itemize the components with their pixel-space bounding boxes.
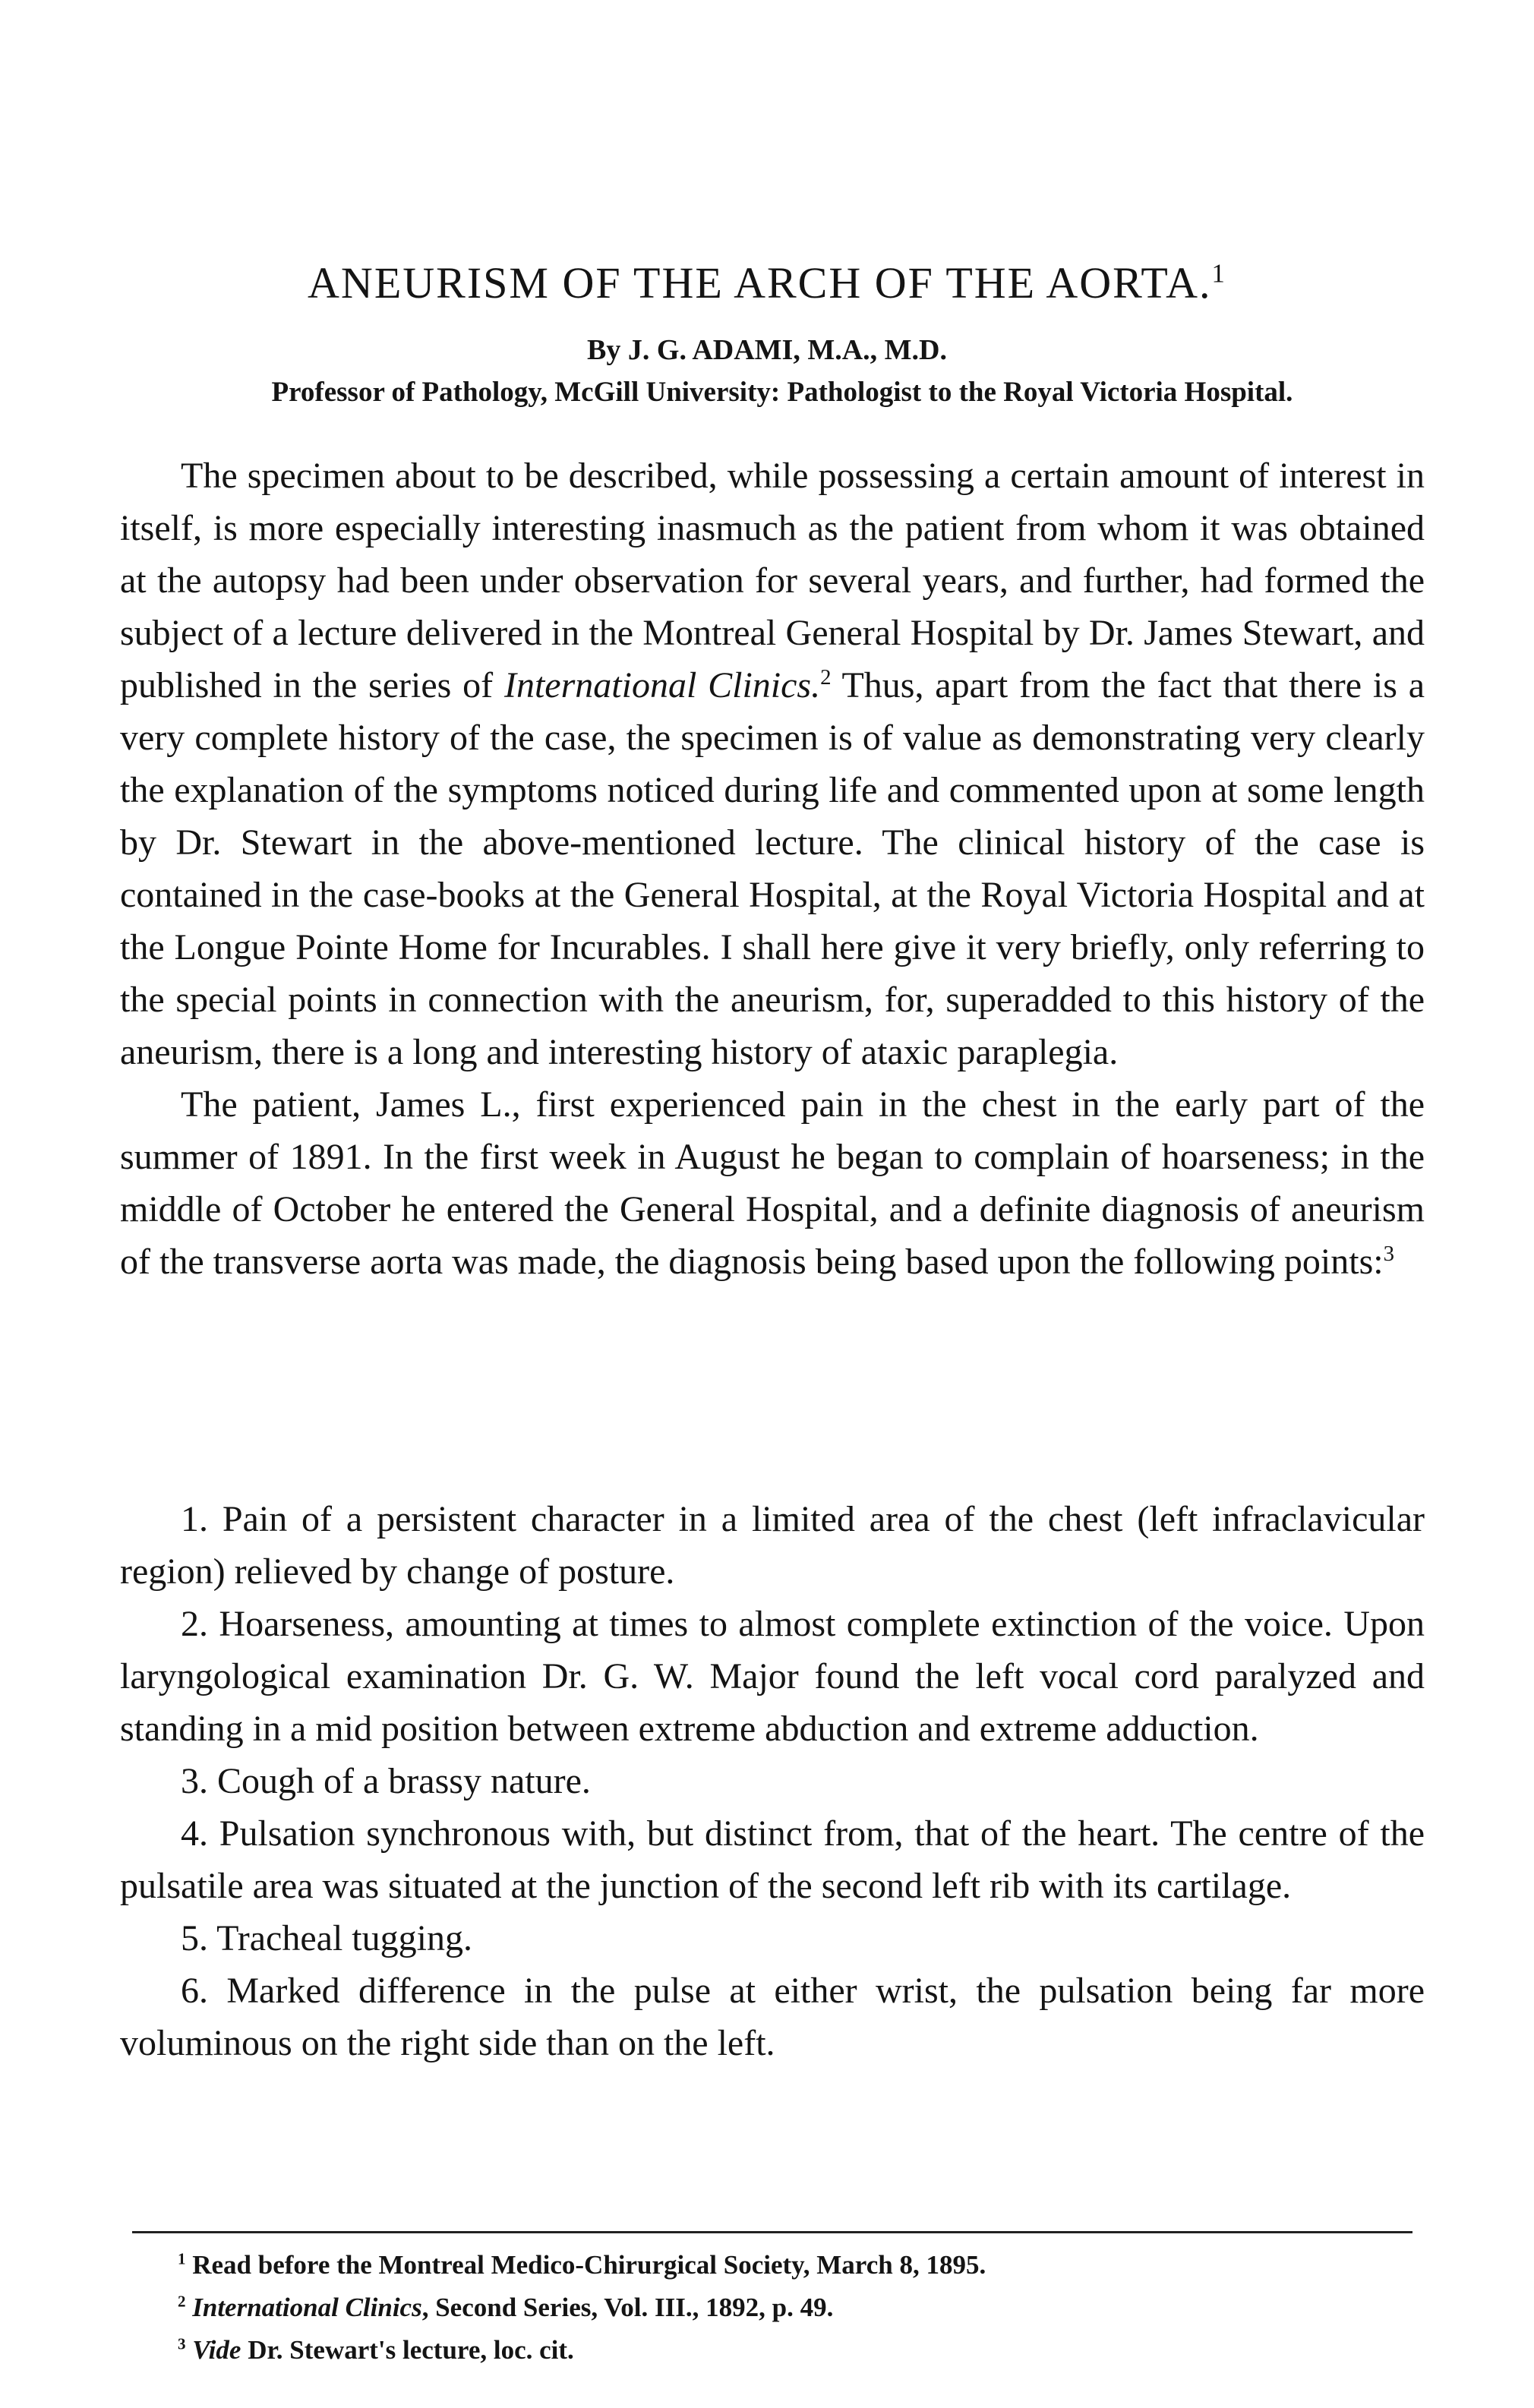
footnote-3: $^3$ Vide Dr. Stewart's lecture, loc. cit. <box>178 2334 574 2365</box>
list-item: 6. Marked difference in the pulse at either wrist, the pulsation being far more voluminous on the right side than on the left. <box>120 1971 1425 2063</box>
list-item: 2. Hoarseness, amounting at times to almost complete extinction of the voice. Upon laryngological examination Dr. G. W. Major found the left vocal cord paralyzed and standing in a mid position between extreme abduction and extreme adduction. <box>120 1604 1425 1749</box>
paragraph-1: The specimen about to be described, while possessing a certain amount of interest in itself, is more especially interesting inasmuch as the patient from whom it was obtained at the autopsy had been under observation for several years, and further, had formed the subject of a lecture delivered in the Montreal General Hospital by Dr. James Stewart, and published in the series of International Clinics.$^2$ Thus, apart from the fact that there is a very complete history of the case, the specimen is of value as demonstrating very clearly the explanation of the symptoms noticed during life and commented upon at some length by Dr. Stewart in the above-mentioned lecture. The clinical history of the case is contained in the case-books at the General Hospital, at the Royal Victoria Hospital and at the Longue Pointe Home for Incurables. I shall here give it very briefly, only referring to the special points in connection with the aneurism, for, superadded to this history of the aneurism, there is a long and interesting history of ataxic paraplegia. <box>120 456 1425 1072</box>
footnotes <box>178 2244 1423 2372</box>
article-body <box>120 450 1425 1288</box>
footnote-ref-3: 3 <box>1383 1242 1395 1266</box>
list-item: 3. Cough of a brassy nature. <box>181 1761 591 1801</box>
list-item: 1. Pain of a persistent character in a limited area of the chest (left infraclavicular region) relieved by change of posture. <box>120 1499 1425 1592</box>
footnote-2: $^2$ International Clinics, Second Series, Vol. III., 1892, p. 49. <box>178 2292 834 2322</box>
article-title: ANEURISM OF THE ARCH OF THE AORTA.$^1$ <box>308 258 1226 308</box>
journal-title: International Clinics. <box>503 665 821 705</box>
byline: By J. G. ADAMI, M.A., M.D. <box>587 334 947 366</box>
footnote-1: $^1$ Read before the Montreal Medico-Chirurgical Society, March 8, 1895. <box>178 2249 986 2280</box>
author-affiliation: Professor of Pathology, McGill University: Pathologist to the Royal Victoria Hospital. <box>271 377 1293 408</box>
footnote-divider <box>132 2231 1412 2233</box>
list-item: 5. Tracheal tugging. <box>181 1918 472 1958</box>
paragraph-2: The patient, James L., first experienced pain in the chest in the early part of the summer of 1891. In the first week in August he began to complain of hoarseness; in the middle of October he entered the General Hospital, and a definite diagnosis of aneurism of the transverse aorta was made, the diagnosis being based upon the following points:$^3$ <box>120 1084 1425 1282</box>
footnote-ref-2: 2 <box>820 665 832 690</box>
author-name: J. G. ADAMI, M.A., M.D. <box>627 334 947 366</box>
footnote-ref-1: 1 <box>1211 258 1226 289</box>
diagnosis-points <box>120 1493 1425 2069</box>
list-item: 4. Pulsation synchronous with, but distinct from, that of the heart. The centre of the pulsatile area was situated at the junction of the second left rib with its cartilage. <box>120 1813 1425 1906</box>
